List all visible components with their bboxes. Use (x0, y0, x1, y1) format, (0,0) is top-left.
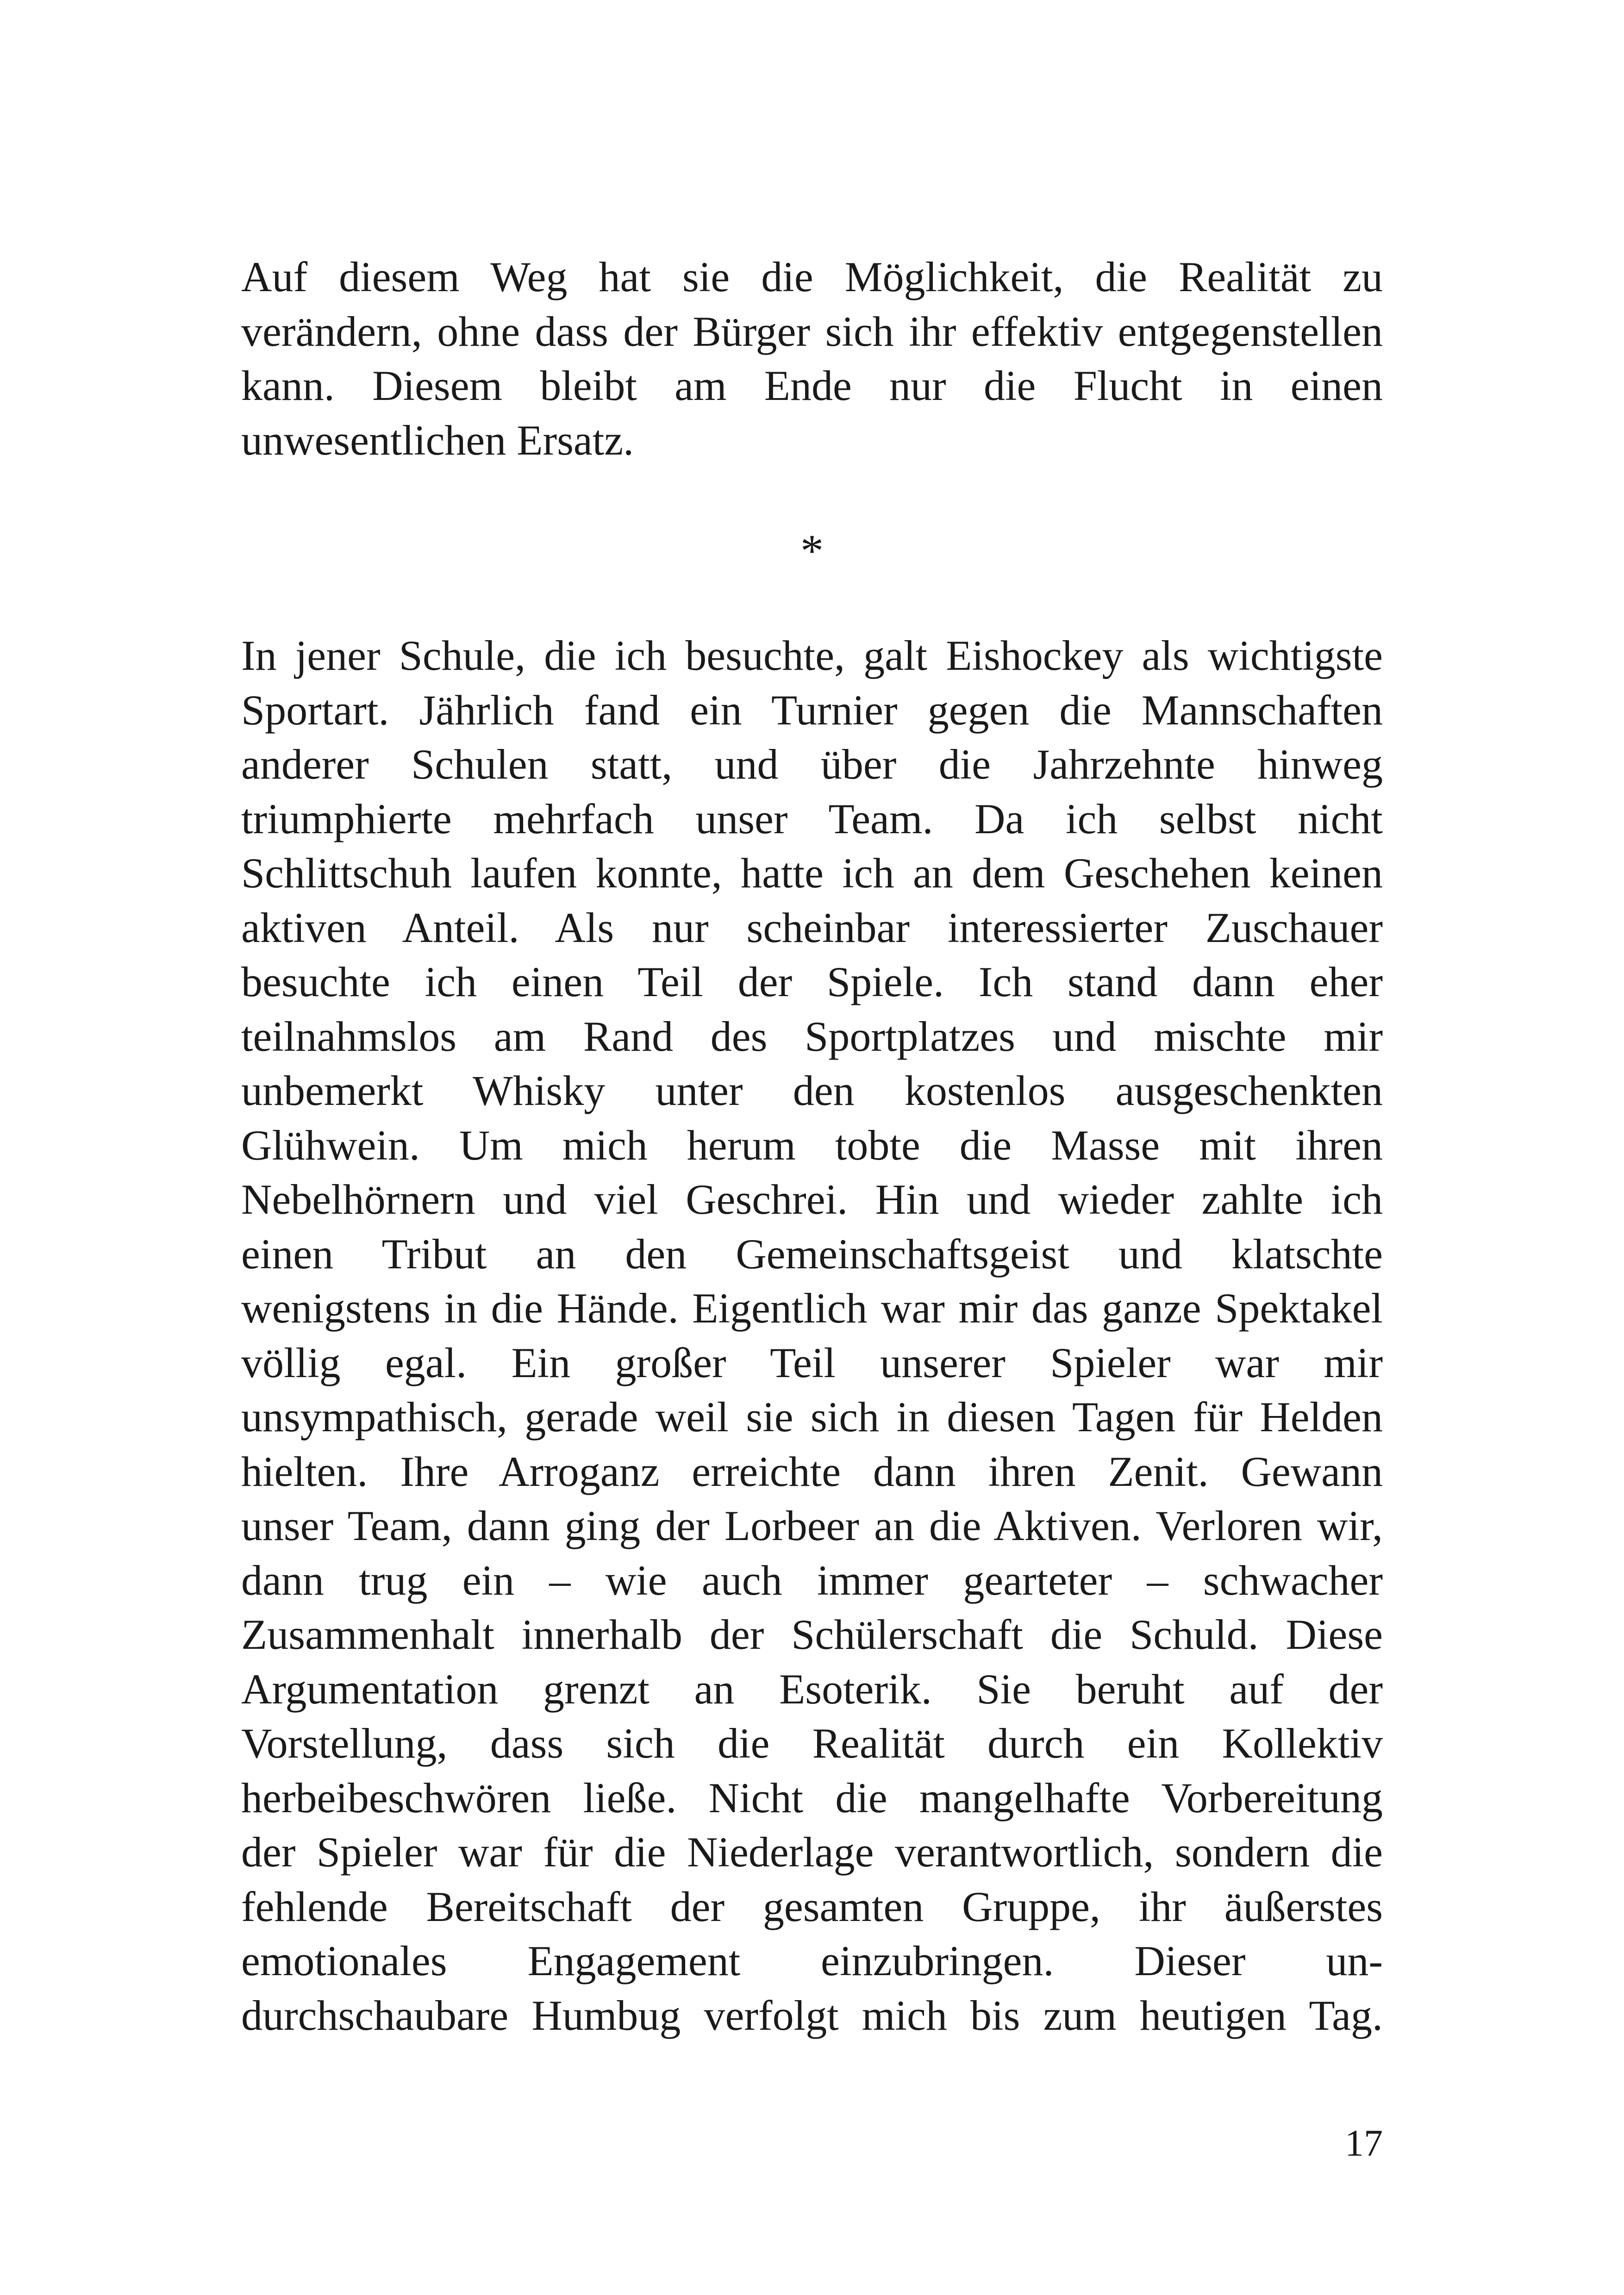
text-line: teilnahmslos am Rand des Sportplatzes und mischte mir (241, 1012, 1383, 1060)
page-number: 17 (1345, 2122, 1383, 2164)
text-line: hielten. Ihre Arroganz erreichte dann ihren Zenit. Gewann (241, 1447, 1383, 1495)
text-line: Glühwein. Um mich herum tobte die Masse mit ihren (241, 1121, 1383, 1169)
text-line: wenigstens in die Hände. Eigentlich war mir das ganze Spektakel (241, 1285, 1383, 1332)
paragraph-2 (241, 629, 1383, 2043)
text-line: durchschaubare Humbug verfolgt mich bis zum heutigen Tag. (241, 1991, 1383, 2039)
text-line: der Spieler war für die Niederlage verantwortlich, sondern die (241, 1828, 1383, 1876)
text-line: unbemerkt Whisky unter den kostenlos ausgeschenkten (241, 1067, 1383, 1114)
text-line: unwesentlichen Ersatz. (241, 416, 634, 464)
paragraph-1 (241, 250, 1383, 468)
text-line: triumphierte mehrfach unser Team. Da ich selbst nicht (241, 795, 1383, 842)
text-line: kann. Diesem bleibt am Ende nur die Flucht in einen (241, 362, 1383, 409)
text-line: dann trug ein – wie auch immer gearteter – schwacher (241, 1556, 1383, 1604)
text-line: Sportart. Jährlich fand ein Turnier gegen die Mannschaften (241, 686, 1383, 734)
text-line: Schlittschuh laufen konnte, hatte ich an dem Geschehen keinen (241, 849, 1383, 897)
text-line: fehlende Bereitschaft der gesamten Gruppe, ihr äußerstes (241, 1883, 1383, 1930)
text-line: Zusammenhalt innerhalb der Schülerschaft die Schuld. Diese (241, 1611, 1383, 1658)
text-line: unser Team, dann ging der Lorbeer an die Aktiven. Verloren wir, (241, 1502, 1383, 1549)
text-line: emotionales Engagement einzubringen. Dieser un- (241, 1937, 1383, 1984)
text-line: Argumentation grenzt an Esoterik. Sie beruht auf der (241, 1665, 1383, 1713)
text-line: völlig egal. Ein großer Teil unserer Spieler war mir (241, 1339, 1383, 1386)
text-line: Nebelhörnern und viel Geschrei. Hin und wieder zahlte ich (241, 1176, 1383, 1223)
section-separator: * (800, 525, 824, 576)
text-line: Vorstellung, dass sich die Realität durch ein Kollektiv (241, 1720, 1383, 1767)
text-line: In jener Schule, die ich besuchte, galt Eishockey als wichtigste (241, 632, 1383, 679)
text-line: Auf diesem Weg hat sie die Möglichkeit, die Realität zu (241, 253, 1383, 300)
text-line: unsympathisch, gerade weil sie sich in diesen Tagen für Helden (241, 1393, 1383, 1441)
text-line: verändern, ohne dass der Bürger sich ihr effektiv entgegenstellen (241, 307, 1383, 355)
text-line: herbeibeschwören ließe. Nicht die mangelhafte Vorbereitung (241, 1774, 1383, 1821)
text-line: einen Tribut an den Gemeinschaftsgeist und klatschte (241, 1230, 1383, 1278)
text-line: aktiven Anteil. Als nur scheinbar interessierter Zuschauer (241, 904, 1383, 951)
text-line: anderer Schulen statt, und über die Jahrzehnte hinweg (241, 741, 1383, 788)
text-line: besuchte ich einen Teil der Spiele. Ich stand dann eher (241, 958, 1383, 1005)
